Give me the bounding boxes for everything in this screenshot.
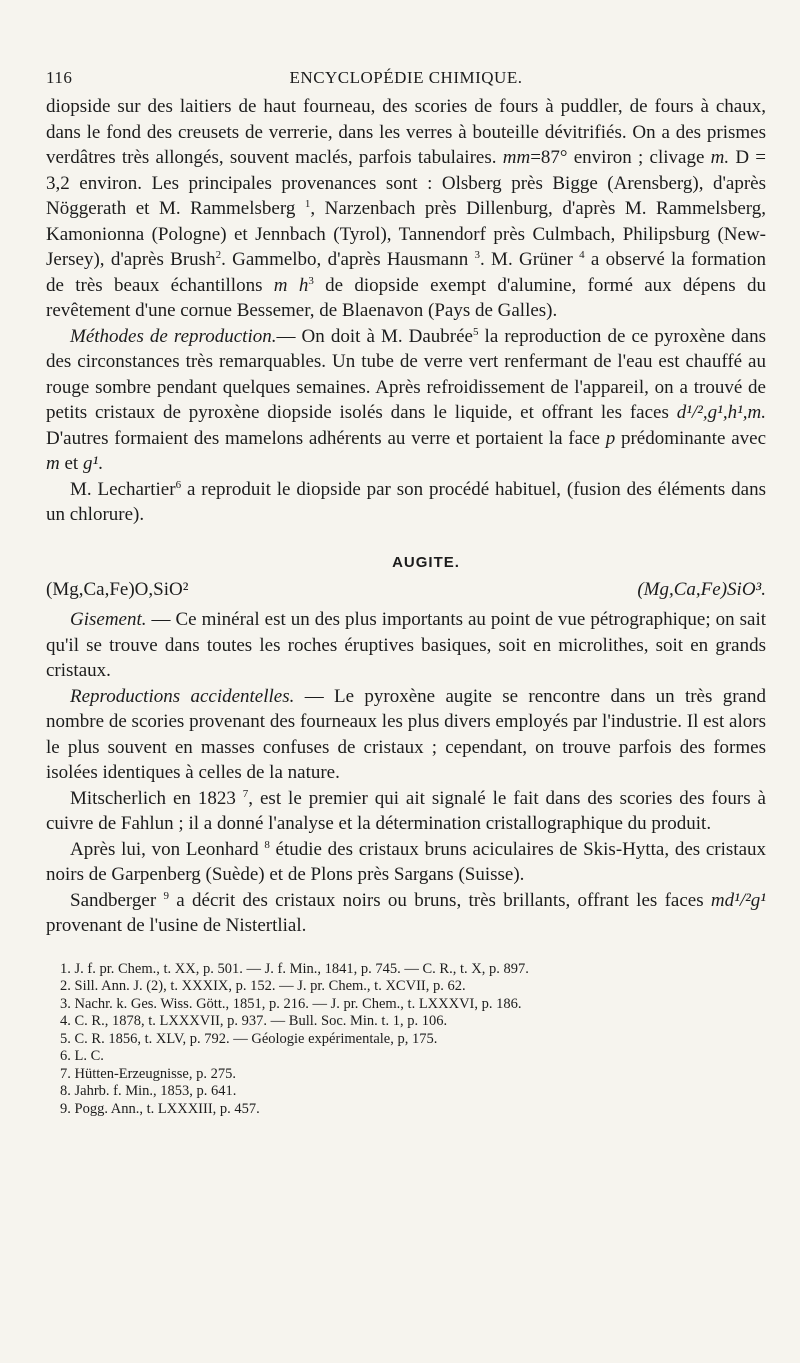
footnotes — [46, 961, 766, 1119]
page — [46, 68, 766, 1118]
methods-paragraph: Méthodes de reproduction.— On doit à M. Daubrée$^5$ la reproduction de ce pyroxène dans des circonstances très remarquables. Un tube de verre vert renfermant de l'eau est chauffé au rouge sombre pendant quelques semaines. Après refroidissement de l'appareil, on a trouvé de petits cristaux de pyroxène diopside isolés dans le liquide, et offrant les faces d¹/²,g¹,h¹,m. D'autres formaient des mamelons adhérents au verre et portaient la face p prédominante avec m et g¹. — [46, 325, 767, 474]
footnote: 9. Pogg. Ann., t. LXXXIII, p. 457. — [60, 1100, 260, 1117]
footnote-ref: 3 — [474, 249, 480, 261]
footnote: 5. C. R. 1856, t. XLV, p. 792. — Géologie expérimentale, p, 175. — [60, 1030, 438, 1047]
section-title: Méthodes de reproduction. — [70, 325, 277, 347]
footnote: 2. Sill. Ann. J. (2), t. XXXIX, p. 152. — J. pr. Chem., t. XCVII, p. 62. — [60, 978, 466, 994]
page-number: 116 — [46, 68, 73, 87]
reproductions-paragraph: Reproductions accidentelles. — Le pyroxène augite se rencontre dans un très grand nombre de scories provenant des fourneaux les plus divers employés par l'industrie. Il est alors le plus souvent en masses confuses de cristaux ; cependant, on trouve parfois des formes isolées identiques à celles de la nature. — [46, 685, 766, 783]
footnote: 8. Jahrb. f. Min., 1853, p. 641. — [60, 1083, 237, 1099]
footnote-ref: 5 — [473, 325, 479, 338]
sandberger-paragraph: Sandberger $^9$ a décrit des cristaux noirs ou bruns, très brillants, offrant les faces md¹/²g¹ provenant de l'usine de Nistertlial. — [46, 889, 766, 936]
formula-silicate: (Mg,Ca,Fe)SiO³. — [637, 579, 766, 600]
footnote-ref: 4 — [579, 249, 585, 261]
intro-paragraph: diopside sur des laitiers de haut fourneau, des scories de fours à puddler, de fours à chaux, dans le fond des creusets de verrerie, dans les verres à bouteille dévitrifiés. On a des prismes verdâtres très allongés, souvent maclés, parfois tabulaires. mm=87° environ ; clivage m. D = 3,2 environ. Les principales provenances sont : Olsberg près Bigge (Arensberg), d'après Nöggerath et M. Rammelsberg $^1$, Narzenbach près Dillenburg, d'après M. Rammelsberg, Kamonionna (Pologne) et Jennbach (Tyrol), Tannendorf près Culmbach, Philipsburg (New-Jersey), d'après Brush$^2$. Gammelbo, d'après Hausmann $^3$. M. Grüner $^4$ a observé la formation de très beaux échantillons m $h^3$ de diopside exempt d'alumine, formé aux dépens du revêtement d'une cornue Bessemer, de Blaenavon (Pays de Galles). — [46, 96, 767, 321]
footnote-ref: 9 — [163, 889, 169, 902]
page-title: ENCYCLOPÉDIE CHIMIQUE. — [289, 68, 523, 87]
gisement-paragraph: Gisement. — Ce minéral est un des plus importants au point de vue pétrographique; on sait qu'il se trouve dans toutes les roches éruptives basiques, soit en microlithes, soit en grands cristaux. — [46, 609, 766, 681]
section-title: Gisement. — [70, 609, 147, 630]
lechartier-paragraph: M. Lechartier$^6$ a reproduit le diopside par son procédé habituel, (fusion des éléments dans un chlorure). — [46, 478, 766, 525]
augite-heading: AUGITE. — [392, 553, 460, 571]
running-head — [46, 68, 766, 94]
section-title: Reproductions accidentelles. — [70, 685, 295, 707]
footnote-ref: 6 — [175, 478, 182, 491]
body-text — [46, 94, 766, 939]
leonhard-paragraph: Après lui, von Leonhard $^8$ étudie des cristaux bruns aciculaires de Skis-Hytta, des cristaux noirs de Garpenberg (Suède) et de Plons près Sargans (Suisse). — [46, 838, 766, 885]
footnote: 6. L. C. — [60, 1048, 104, 1064]
formula-row — [46, 577, 766, 607]
mitscherlich-paragraph: Mitscherlich en 1823 $^7$, est le premier qui ait signalé le fait dans des scories des fours à cuivre de Fahlun ; il a donné l'analyse et la détermination cristallographique du produit. — [46, 787, 766, 834]
footnote-ref: 1 — [304, 198, 311, 210]
footnote: 4. C. R., 1878, t. LXXXVII, p. 937. — Bull. Soc. Min. t. 1, p. 106. — [60, 1013, 448, 1029]
footnote-ref: 8 — [264, 838, 270, 851]
footnote: 3. Nachr. k. Ges. Wiss. Gött., 1851, p. 216. — J. pr. Chem., t. LXXXVI, p. 186. — [60, 995, 522, 1012]
footnote-ref: 2 — [215, 249, 222, 261]
footnote: 7. Hütten-Erzeugnisse, p. 275. — [60, 1065, 236, 1082]
footnote: 1. J. f. pr. Chem., t. XX, p. 501. — J. f. Min., 1841, p. 745. — C. R., t. X, p. 897. — [60, 960, 529, 977]
footnote-ref: 7 — [242, 787, 249, 800]
formula-oxide: (Mg,Ca,Fe)O,SiO² — [46, 579, 189, 600]
